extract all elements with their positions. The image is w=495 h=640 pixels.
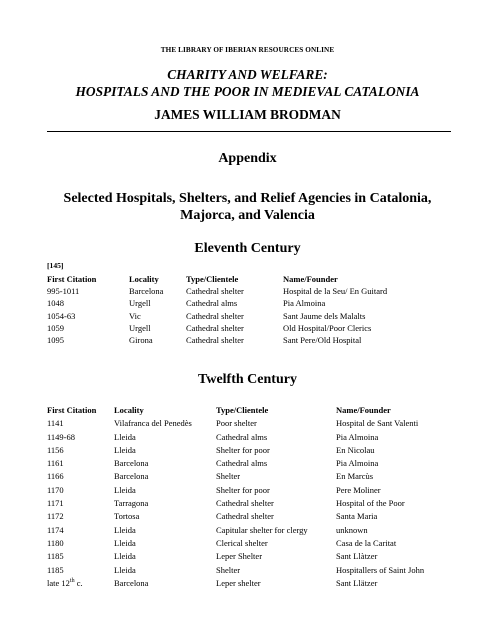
column-header: First Citation <box>47 405 97 415</box>
table-header-row <box>47 273 387 285</box>
citation-suffix: c. <box>74 577 83 588</box>
table-cell: Pia Almoina <box>336 458 379 469</box>
column-header: Locality <box>129 274 159 284</box>
table-row <box>47 444 424 457</box>
appendix-subtitle-line1: Selected Hospitals, Shelters, and Relief Agencies in Catalonia, <box>63 191 432 206</box>
table-cell: 1048 <box>47 298 64 309</box>
column-header: First Citation <box>47 274 97 284</box>
table-cell <box>47 577 114 590</box>
table-cell: Vilafranca del Penedès <box>114 418 192 429</box>
table-cell: Cathedral alms <box>186 298 238 309</box>
table-cell: 1185 <box>47 551 64 562</box>
table-cell: Urgell <box>129 322 151 333</box>
table-row <box>47 431 424 444</box>
table-cell: Hospital of the Poor <box>336 498 405 509</box>
table-cell: Barcelona <box>114 577 149 588</box>
column-header: Type/Clientele <box>216 405 269 415</box>
table-cell: Girona <box>129 335 153 346</box>
table-cell: Urgell <box>129 298 151 309</box>
column-header: Name/Founder <box>336 405 391 415</box>
table-row <box>47 470 424 483</box>
table-cell: Cathedral alms <box>216 458 268 469</box>
table-cell: Lleida <box>114 524 136 535</box>
table-row <box>47 577 424 590</box>
table-cell: Sant Llàtzer <box>336 551 378 562</box>
table-cell: 1156 <box>47 444 64 455</box>
table-cell: 1054-63 <box>47 310 76 321</box>
table-cell: 1141 <box>47 418 64 429</box>
table-cell: 1095 <box>47 335 64 346</box>
table-cell: Leper Shelter <box>216 551 263 562</box>
table-cell: 995-1011 <box>47 286 80 297</box>
table-cell: Tarragona <box>114 498 149 509</box>
table-cell: Cathedral alms <box>216 431 268 442</box>
table-row <box>47 524 424 537</box>
table-cell: 1170 <box>47 484 64 495</box>
table-cell: 1185 <box>47 564 64 575</box>
table-cell: Cathedral shelter <box>186 310 244 321</box>
table-cell: Sant Pere/Old Hospital <box>283 335 362 346</box>
appendix-heading: Appendix <box>218 151 277 166</box>
table-header-row <box>47 404 424 417</box>
table-cell: Shelter <box>216 564 241 575</box>
table-cell: 1149-68 <box>47 431 76 442</box>
table-cell: Old Hospital/Poor Clerics <box>283 322 372 333</box>
table-cell: En Marcùs <box>336 471 374 482</box>
table-cell: Hospitallers of Saint John <box>336 564 425 575</box>
table-row <box>47 564 424 577</box>
author-name: JAMES WILLIAM BRODMAN <box>154 107 341 122</box>
table-cell: Cathedral shelter <box>216 511 274 522</box>
table-cell: Cathedral shelter <box>186 286 244 297</box>
table-row <box>47 497 424 510</box>
table-cell: 1171 <box>47 498 64 509</box>
table-cell: Cathedral shelter <box>216 498 274 509</box>
table-row <box>47 322 387 334</box>
table-cell: Santa Maria <box>336 511 378 522</box>
table-cell: Shelter for poor <box>216 444 270 455</box>
table-row <box>47 537 424 550</box>
table-row <box>47 310 387 322</box>
table-cell: Lleida <box>114 564 136 575</box>
table-cell: Vic <box>129 310 141 321</box>
table-cell: Lleida <box>114 484 136 495</box>
table-row <box>47 285 387 297</box>
twelfth-century-heading: Twelfth Century <box>198 372 297 387</box>
table-cell: Leper shelter <box>216 577 261 588</box>
table-cell: Poor shelter <box>216 418 257 429</box>
table-cell: Pia Almoina <box>336 431 379 442</box>
table-cell: Lleida <box>114 444 136 455</box>
table-cell: Shelter for poor <box>216 484 270 495</box>
eleventh-century-table <box>47 273 387 346</box>
table-cell: Shelter <box>216 471 241 482</box>
table-row <box>47 550 424 563</box>
table-cell: Casa de la Caritat <box>336 537 397 548</box>
table-cell: Clerical shelter <box>216 537 268 548</box>
table-cell: Hospital de Sant Valenti <box>336 418 419 429</box>
twelfth-century-table <box>47 404 424 590</box>
table-row <box>47 457 424 470</box>
table-cell: Barcelona <box>114 458 149 469</box>
eleventh-century-heading: Eleventh Century <box>194 241 301 256</box>
table-cell: 1172 <box>47 511 64 522</box>
table-cell: Pere Moliner <box>336 484 381 495</box>
table-cell: Cathedral shelter <box>186 322 244 333</box>
table-cell: Lleida <box>114 431 136 442</box>
column-header: Type/Clientele <box>186 274 239 284</box>
table-cell: En Nicolau <box>336 444 375 455</box>
table-cell: Cathedral shelter <box>186 335 244 346</box>
table-cell: unknown <box>336 524 368 535</box>
citation-prefix: late 12 <box>47 577 70 588</box>
table-cell: Sant Jaume dels Malalts <box>283 310 366 321</box>
table-cell: Barcelona <box>129 286 164 297</box>
table-cell: 1180 <box>47 537 64 548</box>
table-cell: Barcelona <box>114 471 149 482</box>
table-cell: Lleida <box>114 551 136 562</box>
library-name: THE LIBRARY OF IBERIAN RESOURCES ONLINE <box>160 46 335 54</box>
table-cell: 1166 <box>47 471 64 482</box>
column-header: Name/Founder <box>283 274 338 284</box>
table-cell: Sant Llätzer <box>336 577 378 588</box>
appendix-subtitle-line2: Majorca, and Valencia <box>180 208 315 223</box>
table-row <box>47 484 424 497</box>
citation-superscript: th <box>69 578 75 585</box>
divider-rule <box>47 131 451 132</box>
page-reference: [145] <box>47 261 64 270</box>
table-row <box>47 510 424 523</box>
table-cell: Tortosa <box>114 511 140 522</box>
table-cell: Capitular shelter for clergy <box>216 524 308 535</box>
table-cell: Pia Almoina <box>283 298 326 309</box>
table-cell: 1161 <box>47 458 64 469</box>
table-row <box>47 417 424 430</box>
table-cell: 1059 <box>47 322 64 333</box>
book-title-line2: HOSPITALS AND THE POOR IN MEDIEVAL CATALONIA <box>75 84 420 99</box>
table-row <box>47 334 387 346</box>
table-cell: Hospital de la Seu/ En Guitard <box>283 286 388 297</box>
column-header: Locality <box>114 405 144 415</box>
table-row <box>47 297 387 309</box>
table-cell: 1174 <box>47 524 64 535</box>
book-title-line1: CHARITY AND WELFARE: <box>167 67 328 82</box>
table-cell: Lleida <box>114 537 136 548</box>
